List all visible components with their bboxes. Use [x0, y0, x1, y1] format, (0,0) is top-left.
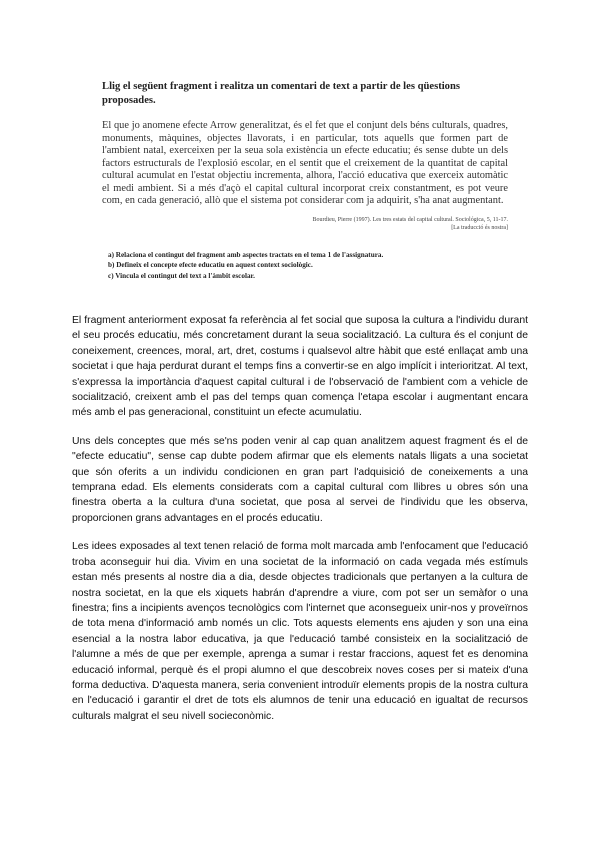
exercise-heading: Llig el següent fragment i realitza un comentari de text a partir de les qüestions proposades. — [102, 81, 460, 106]
citation — [102, 216, 508, 232]
question-item: c) Vincula el contingut del text a l'àmbit escolar. — [108, 271, 255, 280]
scanned-exercise — [102, 80, 508, 281]
citation-note: [La traducció és nostra] — [451, 224, 508, 231]
answer-paragraph: Les idees exposades al text tenen relació de forma molt marcada amb l'enfocament que l'educació troba aconseguir hui dia. Vivim en una societat de la informació on cada vegada més estímuls estan més presents al nostre dia a dia, desde objectes tradicionals que pertanyen a la cultura de nostra societat, en la que els xiquets habrán d'aprendre a viure, com pot ser un semàfor o una finestra; fins a incipients avenços tecnològics com l'internet que aconsegueix unir-nos y proveïrnos de tota mena d'informació amb només un clic. Tots aquests elements ens ajuden y son una eina esencial a la nostra labor educativa, ja que l'educació també consisteix en la socialització de l'alumne a més de que per exemple, aprenga a sumar i restar fraccions, aquest fet es denomina educació informal, perquè és el propi alumno el que descobreix noves coses per si mateix d'una forma deductiva. D'aquesta manera, seria convenient introduïr elements propis de la nostra cultura en l'educació i garantir el dret de tots els alumnos de tenir una educació en igualtat de recursos culturals malgrat el seu nivell socieconòmic. — [72, 541, 528, 722]
citation-source: Bourdieu, Pierre (1997). Les tres estats del capital cultural. Sociológica, 5, 11-17. — [312, 216, 508, 223]
question-item: b) Defineix el concepte efecte educatiu en aquest context sociològic. — [108, 261, 313, 269]
question-item: a) Relaciona el contingut del fragment amb aspectes tractats en el tema 1 de l'assignatura. — [108, 250, 384, 259]
answer-text — [72, 313, 528, 737]
answer-paragraph: Uns dels conceptes que més se'ns poden venir al cap quan analitzem aquest fragment és el de "efecte educatiu", sense cap dubte podem afirmar que els elements natals lligats a una societat que són oferits a un individu condicionen en gran part l'adquisició de coneixements a una temprana edad. Els elements considerats com a capital cultural com llibres u obres són una finestra oberta a la cultura d'una societat, que posa al servei de l'individu que les observa, proporcionen grans advantages en el procés educatiu. — [72, 435, 528, 524]
quoted-fragment: El que jo anomene efecte Arrow generalitzat, és el fet que el conjunt dels béns culturals, quadres, monuments, màquines, objectes llavorats, i en particular, tots aquells que formen part de l'ambient natal, exerceixen per la seua sola existència un efecte educatiu; és sense dubte un dels factors estructurals de l'explosió escolar, en el sentit que el creixement de la quantitat de capital cultural acumulat en l'estat objectiu incrementa, alhora, l'acció educativa que exerceix automàtic el medi ambient. Si a més d'açò el capital cultural incorporat creix constantment, es pot veure com, en cada generació, allò que el sistema pot considerar com ja adquirit, s'ha anat augmentant. — [102, 120, 508, 206]
answer-paragraph: El fragment anteriorment exposat fa referència al fet social que suposa la cultura a l'individu durant el seu procés educatiu, més concretament durant la seua socialització. La cultura és el conjunt de coneixement, creences, moral, art, dret, costums i qualsevol altre hàbit que esté enllaçat amb una societat i que haja perdurat durant el temps fins a convertir-se en algo implícit i interioritzat. Al text, s'expressa la importància d'aquest capital cultural i de l'observació de l'ambient com a vehicle de socialització, creixent amb el pas del temps quan comença l'etapa escolar i augmentant encara més amb el pas generacional, constituint un efecte acumulatiu. — [72, 315, 528, 419]
question-list — [108, 250, 508, 282]
